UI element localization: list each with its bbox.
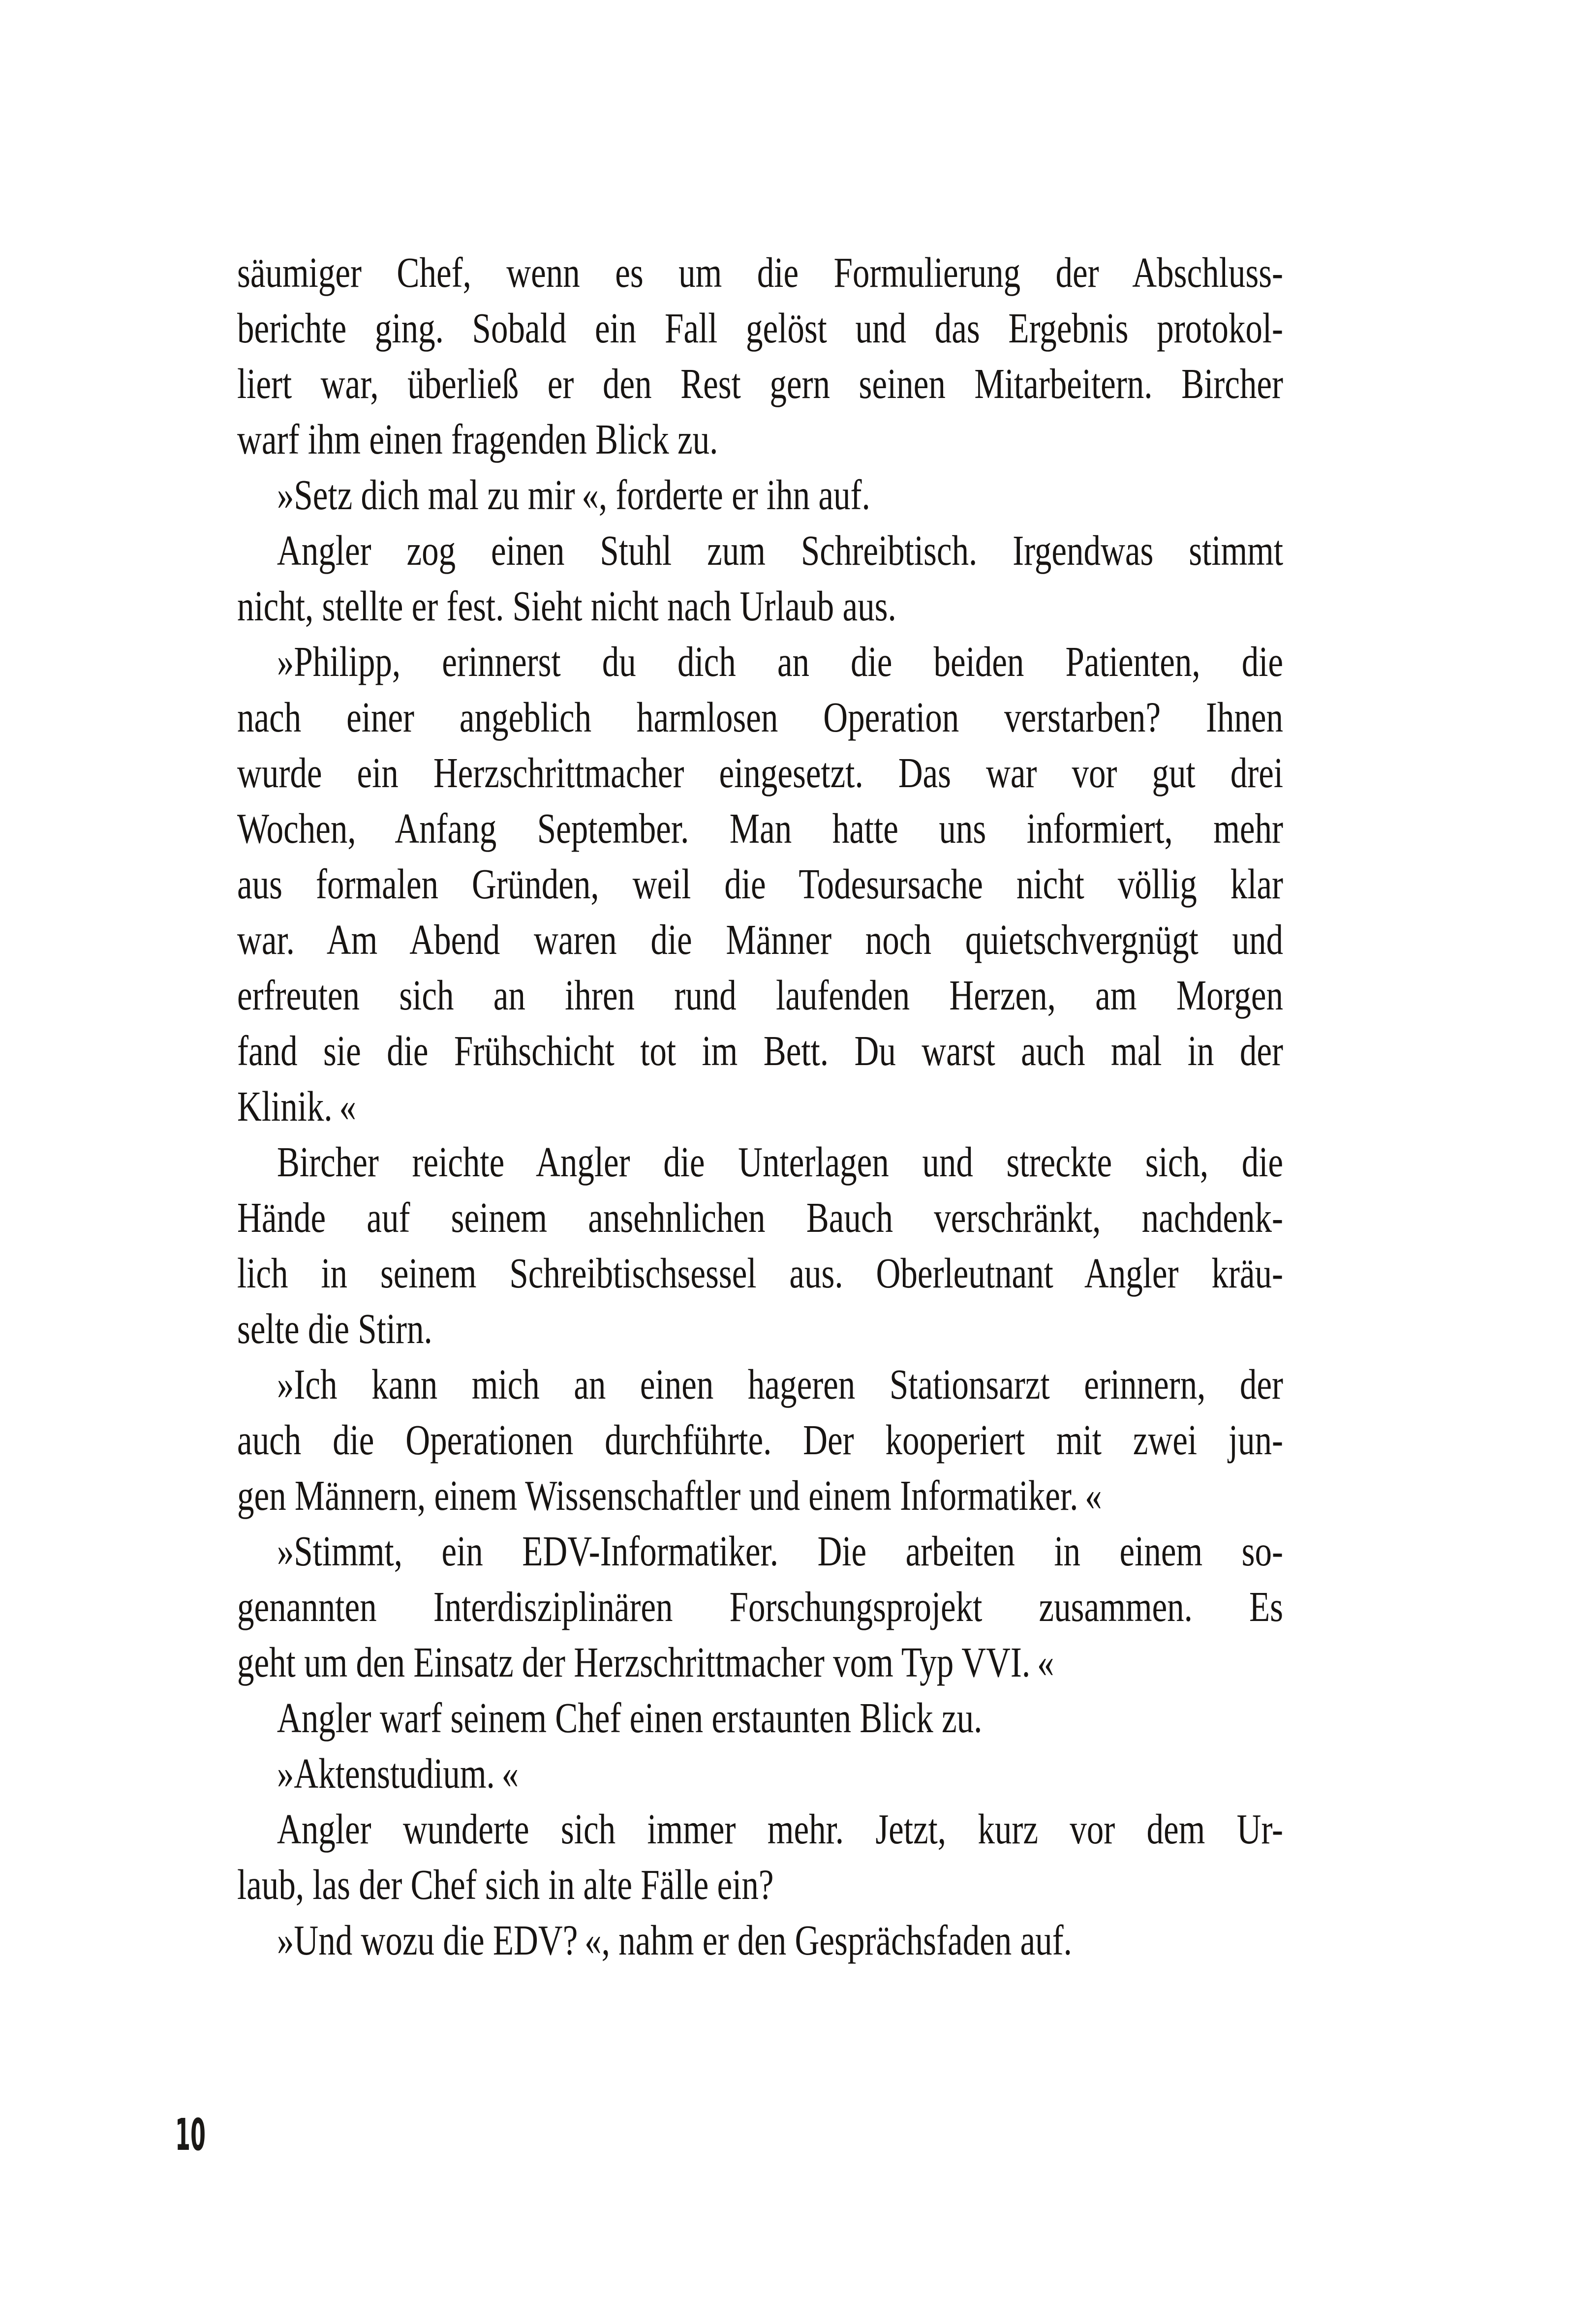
text-line: warf ihm einen fragenden Blick zu. [237,415,718,463]
paragraph [237,522,1556,634]
text-line: auch die Operationen durchführte. Der kooperiert mit zwei jun- [237,1416,1284,1464]
text-line: nach einer angeblich harmlosen Operation verstarben? Ihnen [237,693,1284,741]
text-line: lich in seinem Schreibtischsessel aus. Oberleutnant Angler kräu- [237,1249,1284,1297]
text-line: war. Am Abend waren die Männer noch quietschvergnügt und [237,916,1284,963]
text-line: genannten Interdisziplinären Forschungsprojekt zusammen. Es [237,1583,1284,1630]
paragraph [237,1134,1556,1356]
paragraph [237,1356,1556,1523]
text-line: »Setz dich mal zu mir «, forderte er ihn auf. [277,471,870,519]
text-line: säumiger Chef, wenn es um die Formulierung der Abschluss- [237,248,1284,296]
paragraph [237,1690,1556,1745]
paragraph [237,1523,1556,1690]
text-line: »Und wozu die EDV? «, nahm er den Gesprächsfaden auf. [277,1916,1072,1964]
text-line: gen Männern, einem Wissenschaftler und einem Informatiker. « [237,1471,1102,1519]
text-line: erfreuten sich an ihren rund laufenden Herzen, am Morgen [237,971,1284,1019]
paragraph [237,467,1556,522]
page-number: 10 [175,2109,206,2160]
text-line: fand sie die Frühschicht tot im Bett. Du warst auch mal in der [237,1027,1284,1074]
paragraph [237,245,1556,467]
text-line: Klinik. « [237,1082,356,1130]
text-line: berichte ging. Sobald ein Fall gelöst und das Ergebnis protokol- [237,304,1284,352]
text-line: aus formalen Gründen, weil die Todesursache nicht völlig klar [237,860,1284,908]
text-line: geht um den Einsatz der Herzschrittmacher vom Typ VVI. « [237,1638,1054,1686]
paragraph [237,1912,1556,1968]
text-line: »Ich kann mich an einen hageren Stationsarzt erinnern, der [277,1360,1284,1408]
text-line: liert war, überließ er den Rest gern seinen Mitarbeitern. Bircher [237,360,1284,407]
text-line: wurde ein Herzschrittmacher eingesetzt. Das war vor gut drei [237,749,1284,796]
paragraph [237,1801,1556,1912]
text-line: Angler zog einen Stuhl zum Schreibtisch. Irgendwas stimmt [277,526,1284,574]
text-line: Bircher reichte Angler die Unterlagen und streckte sich, die [277,1138,1284,1186]
text-line: Wochen, Anfang September. Man hatte uns informiert, mehr [237,804,1284,852]
text-line: »Aktenstudium. « [277,1749,519,1797]
paragraph [237,634,1556,1134]
text-line: »Stimmt, ein EDV-Informatiker. Die arbeiten in einem so- [277,1527,1284,1575]
text-line: »Philipp, erinnerst du dich an die beiden Patienten, die [277,638,1284,685]
text-line: nicht, stellte er fest. Sieht nicht nach Urlaub aus. [237,582,896,630]
text-line: Angler warf seinem Chef einen erstaunten Blick zu. [277,1694,983,1742]
paragraph [237,1745,1556,1801]
text-line: selte die Stirn. [237,1305,432,1352]
text-line: Hände auf seinem ansehnlichen Bauch verschränkt, nachdenk- [237,1193,1284,1241]
text-line: Angler wunderte sich immer mehr. Jetzt, kurz vor dem Ur- [277,1805,1284,1853]
text-line: laub, las der Chef sich in alte Fälle ein? [237,1861,774,1908]
page-text [237,245,1556,1968]
